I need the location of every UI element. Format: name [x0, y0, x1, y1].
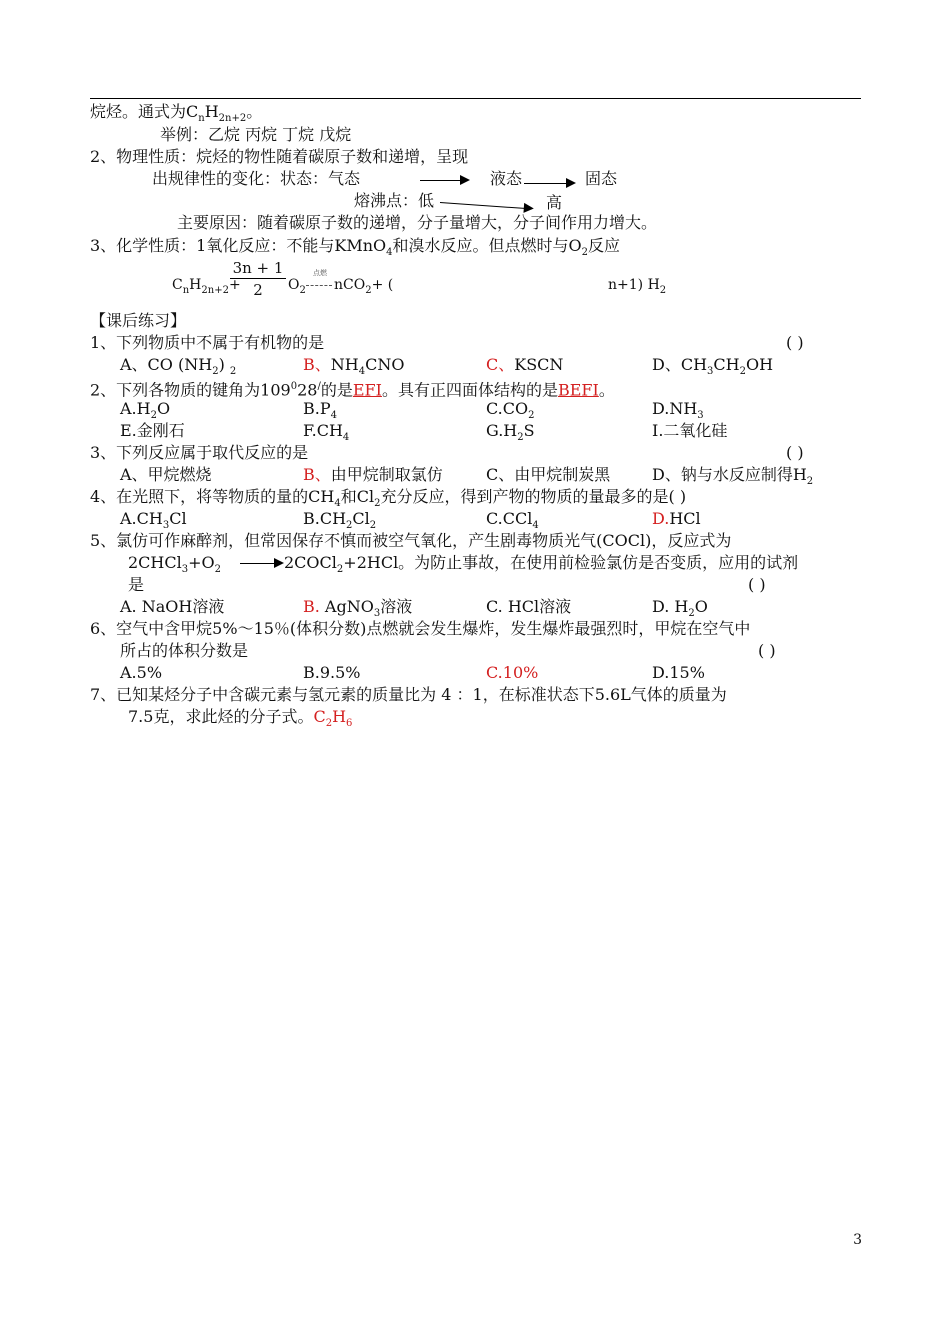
q2-option-a: $A.H_2O$: [120, 399, 171, 422]
q5-reaction-arrow: [240, 563, 282, 564]
exercise-title: 【课后练习】: [90, 311, 187, 330]
fraction-numerator: 3n + 1: [230, 258, 286, 279]
q6-option-a: A.5%: [120, 663, 163, 682]
q6-line1: 6、空气中含甲烷5%～15％(体积分数)点燃就会发生爆炸，发生爆炸最强烈时，甲烷在空气中: [90, 619, 751, 638]
q7-line1: 7、已知某烃分子中含碳元素与氢元素的质量比为 4 ：1，在标准状态下5.6L气体的质量为: [90, 685, 727, 704]
q7-answer: $C_2H_6$: [313, 707, 353, 730]
equation-o2: $O_2$: [288, 277, 306, 296]
fraction-denominator: 2: [253, 281, 263, 299]
ignite-label: 点燃: [313, 269, 327, 277]
q5-option-a: A. NaOH溶液: [120, 597, 225, 616]
boiling-high: 高: [546, 193, 563, 212]
q4-option-a: $A.CH_3Cl$: [120, 509, 187, 532]
q2-option-g: $G.H_2S$: [486, 421, 535, 444]
q2-answer-1: EFI: [352, 380, 382, 400]
q5-answer-paren: ( ): [748, 575, 766, 594]
q5-option-d: D. $H_2O$: [652, 597, 708, 620]
chemical-title: 3、化学性质：1氧化反应：不能与KMnO$_4$和溴水反应。但点燃时与$O_2$反应: [90, 236, 621, 259]
q3-stem: 3、下列反应属于取代反应的是: [90, 443, 309, 462]
q5-option-c: C. HCl溶液: [486, 597, 572, 616]
examples-line: 举例：乙烷 丙烷 丁烷 戊烷: [160, 125, 352, 144]
q4-option-b: $B.CH_2Cl_2$: [303, 509, 377, 532]
q4-option-d: D.HCl: [652, 509, 701, 528]
q2-option-e: E.金刚石: [120, 421, 185, 440]
q2-option-b: $B.P_4$: [303, 399, 337, 422]
header-rule: [90, 98, 861, 99]
state-solid: 固态: [585, 169, 618, 188]
q5-equation-left: $2CHCl_3+O_2$: [128, 553, 222, 576]
q3-option-d: D、钠与水反应制得$H_2$: [652, 465, 814, 488]
arrow-gas-liquid: [420, 180, 468, 181]
q6-option-b: B.9.5%: [303, 663, 361, 682]
q7-line2: 7.5克，求此烃的分子式。$C_2H_6$: [128, 707, 353, 730]
q4-stem: 4、在光照下，将等物质的量的$CH_4$和$Cl_2$充分反应，得到产物的物质的量最多的是( ): [90, 487, 687, 510]
q3-answer-paren: ( ): [786, 443, 804, 462]
q3-option-a: A、甲烷燃烧: [120, 465, 212, 484]
q2-option-f: $F.CH_4$: [303, 421, 350, 444]
reason-line: 主要原因：随着碳原子数的递增，分子量增大，分子间作用力增大。: [177, 213, 658, 232]
q1-option-b: B、$NH_4CNO$: [303, 355, 405, 378]
fraction: [230, 258, 286, 301]
equation-right: nCO$_2$+ (: [334, 277, 394, 296]
q5-option-b: B. AgNO$_3$溶液: [303, 597, 413, 620]
q6-answer-paren: ( ): [758, 641, 776, 660]
q5-equation-right: 2COCl$_2$+2HCl。为防止事故，在使用前检验氯仿是否变质，应用的试剂: [284, 553, 799, 576]
page-number: 3: [853, 1232, 862, 1248]
q6-option-c: C.10%: [486, 663, 539, 682]
q4-option-c: C.CCl$_4$: [486, 509, 539, 532]
q2-option-c: $C.CO_2$: [486, 399, 535, 422]
equation-tail: n+1) $H_2$: [608, 277, 667, 296]
ignite-arrow: [306, 285, 332, 286]
state-prefix: 出规律性的变化：状态：气态: [152, 169, 361, 188]
q5-line1: 5、氯仿可作麻醉剂，但常因保存不慎而被空气氧化，产生剧毒物质光气(COCl)，反应式为: [90, 531, 732, 550]
boiling-prefix: 熔沸点：低: [354, 191, 435, 210]
equation-left: $C_nH_{2n+2}+$: [172, 277, 241, 296]
arrow-low-high: [440, 202, 532, 209]
q1-option-c: C、KSCN: [486, 355, 564, 374]
q2-stem: 2、下列各物质的键角为$109^028^/$的是EFI。具有正四面体结构的是BEFI。: [90, 380, 615, 400]
q2-answer-2: BEFI: [557, 380, 599, 400]
q1-option-a: A、CO $(NH_2)$ $_2$: [120, 355, 237, 378]
physical-title: 2、物理性质：烷烃的物性随着碳原子数和递增，呈现: [90, 147, 469, 166]
state-liquid: 液态: [490, 169, 523, 188]
q1-answer-paren: ( ): [786, 333, 804, 352]
arrow-liquid-solid: [524, 183, 574, 184]
q3-option-c: C、由甲烷制炭黑: [486, 465, 611, 484]
q3-option-b: B、由甲烷制取氯仿: [303, 465, 443, 484]
q1-option-d: D、$CH_3CH_2OH$: [652, 355, 774, 378]
q6-line2: 所占的体积分数是: [120, 641, 249, 660]
q6-option-d: D.15%: [652, 663, 705, 682]
q5-line3: 是: [128, 575, 145, 594]
q2-option-i: I.二氧化硅: [652, 421, 728, 440]
formula-line: 烷烃。通式为$C_nH_{2n+2}$。: [90, 102, 263, 125]
q2-option-d: $D.NH_3$: [652, 399, 704, 422]
q1-stem: 1、下列物质中不属于有机物的是: [90, 333, 325, 352]
